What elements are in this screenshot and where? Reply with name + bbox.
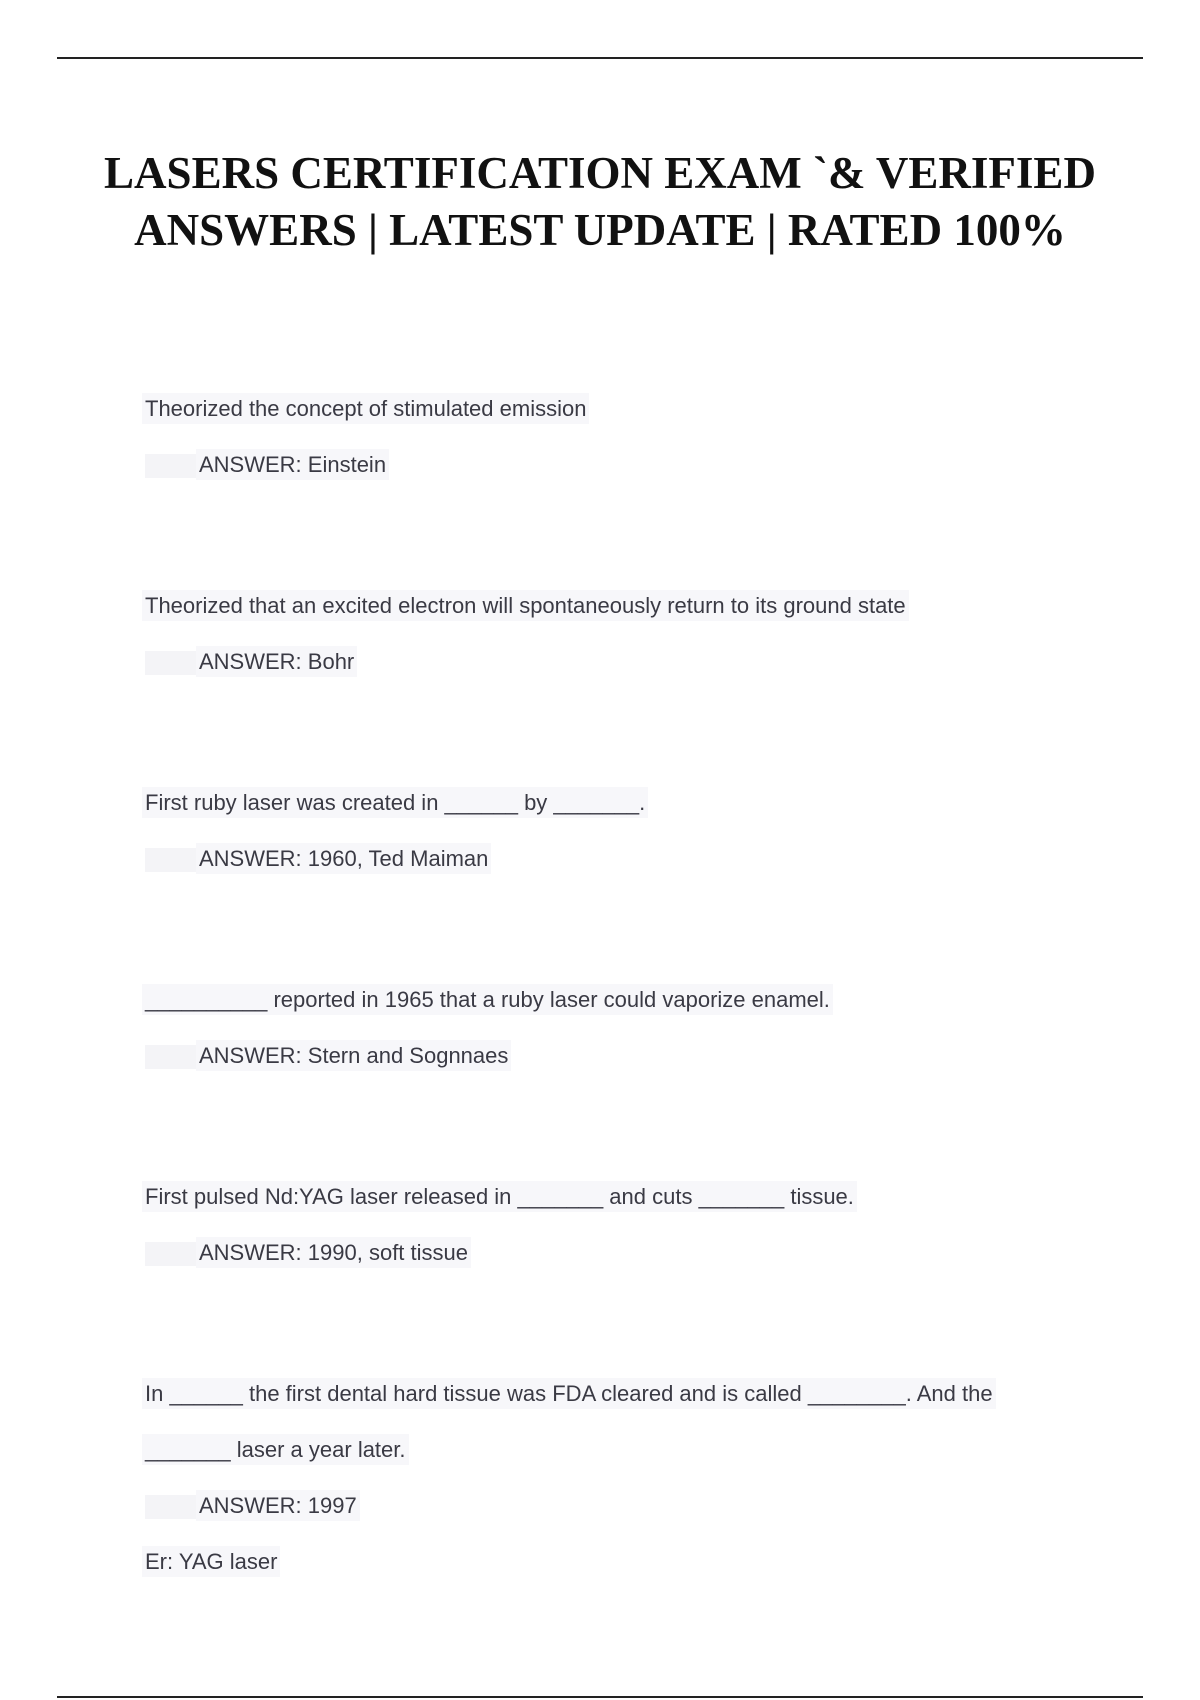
qa-list — [145, 394, 1105, 1576]
qa-item — [145, 591, 1105, 676]
question-text: Theorized that an excited electron will spontaneously return to its ground state — [145, 593, 906, 618]
document-title: LASERS CERTIFICATION EXAM `& VERIFIED ANSWERS | LATEST UPDATE | RATED 100% — [104, 148, 1096, 255]
question-text: Theorized the concept of stimulated emission — [145, 396, 587, 421]
answer-text: ANSWER: Bohr — [145, 647, 1105, 676]
answer-indent — [145, 1045, 199, 1069]
answer-indent — [145, 848, 199, 872]
qa-item — [145, 788, 1105, 873]
answer-indent — [145, 1242, 199, 1266]
question-text: First ruby laser was created in ______ by _______. — [145, 790, 646, 815]
answer-text: ANSWER: Einstein — [145, 450, 1105, 479]
question-text-continued: _______ laser a year later. — [145, 1437, 406, 1462]
qa-item — [145, 985, 1105, 1070]
qa-item — [145, 1182, 1105, 1267]
answer-text: ANSWER: 1990, soft tissue — [145, 1238, 1105, 1267]
qa-item — [145, 1379, 1105, 1576]
bottom-rule — [57, 1696, 1143, 1698]
top-rule — [57, 57, 1143, 59]
qa-item — [145, 394, 1105, 479]
answer-indent — [145, 454, 199, 478]
question-text: __________ reported in 1965 that a ruby laser could vaporize enamel. — [145, 987, 830, 1012]
answer-text: ANSWER: 1960, Ted Maiman — [145, 844, 1105, 873]
question-text: In ______ the first dental hard tissue was FDA cleared and is called ________. And the — [145, 1381, 993, 1406]
answer-text: ANSWER: 1997 — [145, 1491, 1105, 1520]
answer-extra-text: Er: YAG laser — [145, 1549, 278, 1574]
answer-text: ANSWER: Stern and Sognnaes — [145, 1041, 1105, 1070]
answer-indent — [145, 651, 199, 675]
answer-indent — [145, 1495, 199, 1519]
question-text: First pulsed Nd:YAG laser released in _______ and cuts _______ tissue. — [145, 1184, 854, 1209]
